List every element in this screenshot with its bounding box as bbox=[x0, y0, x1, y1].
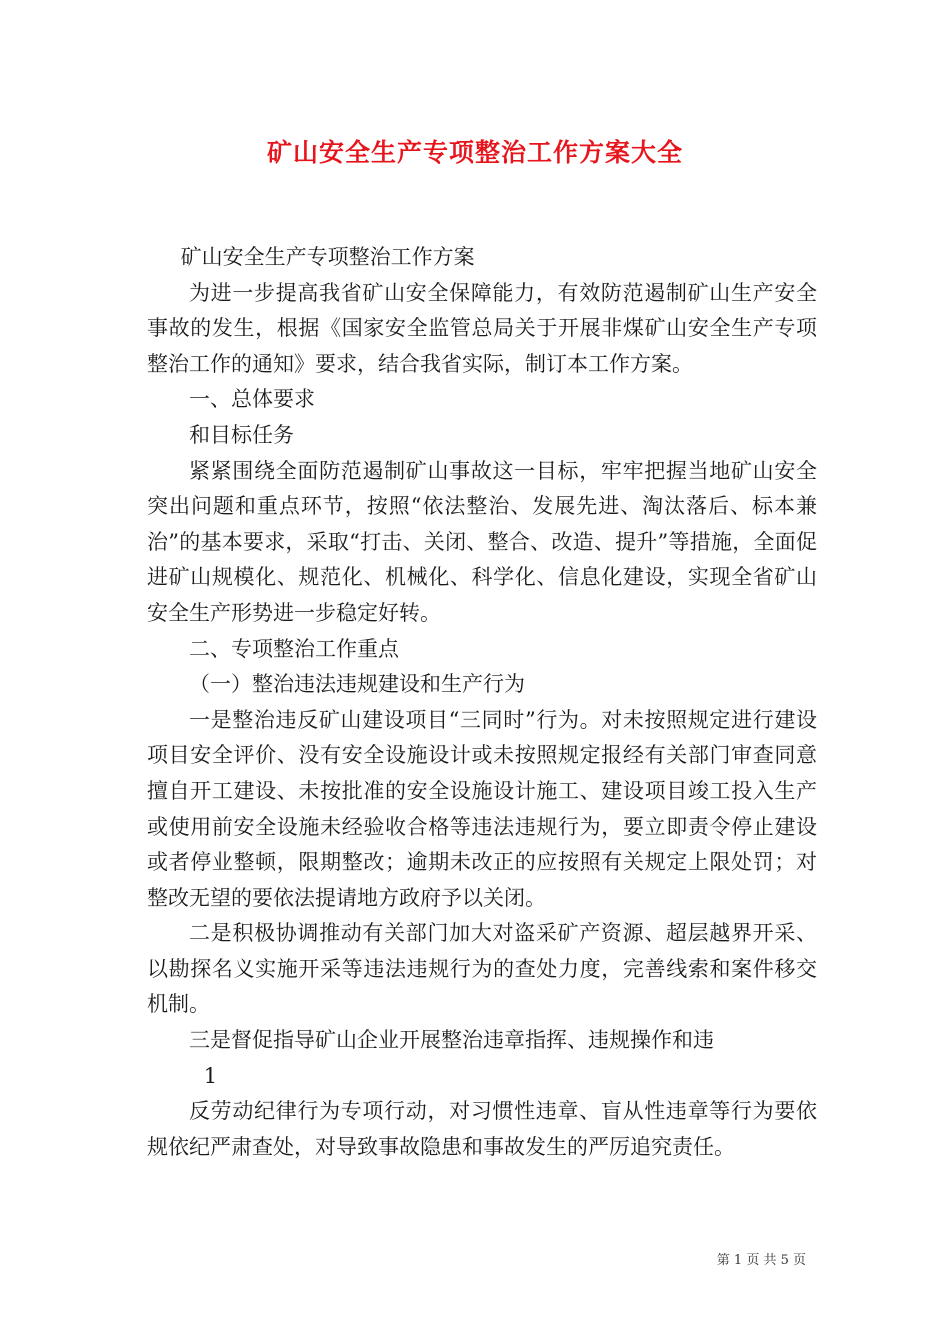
document-body bbox=[147, 240, 817, 1165]
section-heading-focus: 二、专项整治工作重点 bbox=[189, 636, 399, 661]
paragraph-intro: 为进一步提高我省矿山安全保障能力，有效防范遏制矿山生产安全事故的发生，根据《国家安全监管总局关于开展非煤矿山安全生产专项整治工作的通知》要求，结合我省实际，制订本工作方案。 bbox=[147, 280, 817, 376]
paragraph-item-one: 一是整治违反矿山建设项目“三同时”行为。对未按照规定进行建设项目安全评价、没有安全设施设计或未按照规定报经有关部门审查同意擅自开工建设、未按批准的安全设施设计施工、建设项目竣工投入生产或使用前安全设施未经验收合格等违法违规行为，要立即责令停止建设或者停业整顿，限期整改；逾期未改正的应按照有关规定上限处罚；对整改无望的要依法提请地方政府予以关闭。 bbox=[147, 707, 817, 910]
page-footer: 第 1 页 共 5 页 bbox=[716, 1253, 806, 1268]
sub-heading-illegal-construction: （一）整治违法违规建设和生产行为 bbox=[189, 672, 525, 697]
paragraph-item-three-cont: 反劳动纪律行为专项行动，对习惯性违章、盲从性违章等行为要依规依纪严肃查处，对导致事故隐患和事故发生的严厉追究责任。 bbox=[147, 1099, 817, 1159]
document-title: 矿山安全生产专项整治工作方案大全 bbox=[266, 138, 683, 167]
paragraph-item-two: 二是积极协调推动有关部门加大对盗采矿产资源、超层越界开采、以勘探名义实施开采等违法违规行为的查处力度，完善线索和案件移交机制。 bbox=[147, 921, 817, 1017]
document-subtitle: 矿山安全生产专项整治工作方案 bbox=[180, 245, 475, 269]
paragraph-goals: 紧紧围绕全面防范遏制矿山事故这一目标，牢牢把握当地矿山安全突出问题和重点环节，按照“依法整治、发展先进、淘汰落后、标本兼治”的基本要求，采取“打击、关闭、整合、改造、提升”等措施，全面促进矿山规模化、规范化、机械化、科学化、信息化建设，实现全省矿山安全生产形势进一步稳定好转。 bbox=[147, 458, 817, 625]
paragraph-item-three: 三是督促指导矿山企业开展整治违章指挥、违规操作和违 bbox=[189, 1028, 714, 1053]
inline-page-number: 1 bbox=[203, 1063, 218, 1088]
section-heading-general: 一、总体要求 bbox=[189, 387, 315, 412]
section-heading-goals: 和目标任务 bbox=[189, 422, 294, 447]
